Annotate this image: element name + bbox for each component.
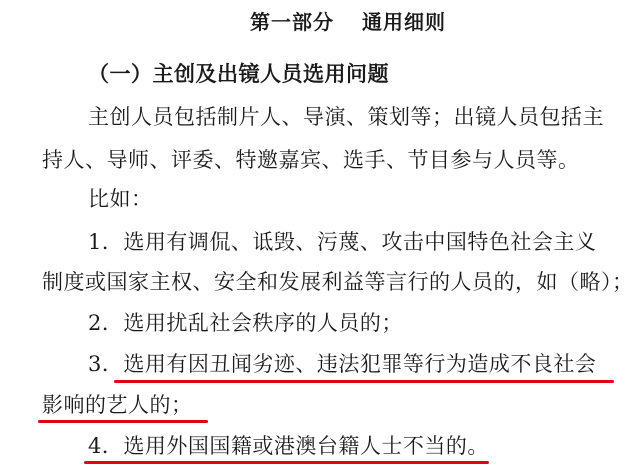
title-name: 通用细则 xyxy=(362,10,446,34)
item-1-line-2: 制度或国家主权、安全和发展利益等言行的人员的，如（略）； xyxy=(42,270,634,294)
red-underline-item-3-line-2 xyxy=(38,420,208,423)
intro-line-1: 主创人员包括制片人、导演、策划等；出镜人员包括主 xyxy=(88,105,604,129)
item-1-line-1: 1．选用有调侃、诋毁、污蔑、攻击中国特色社会主义 xyxy=(88,230,597,254)
item-3-line-1: 3．选用有因丑闻劣迹、违法犯罪等行为造成不良社会 xyxy=(88,352,597,376)
red-underline-item-3-line-1 xyxy=(114,380,614,383)
example-label: 比如： xyxy=(88,187,153,211)
intro-line-2: 持人、导师、评委、特邀嘉宾、选手、节目参与人员等。 xyxy=(42,148,580,172)
title-part: 第一部分 xyxy=(250,10,334,34)
item-4: 4．选用外国国籍或港澳台籍人士不当的。 xyxy=(88,434,489,458)
red-underline-item-4 xyxy=(84,461,489,464)
item-2: 2．选用扰乱社会秩序的人员的； xyxy=(88,311,403,335)
page-title xyxy=(250,8,446,36)
section-heading: （一）主创及出镜人员选用问题 xyxy=(88,61,389,86)
item-3-line-2: 影响的艺人的； xyxy=(42,393,193,417)
